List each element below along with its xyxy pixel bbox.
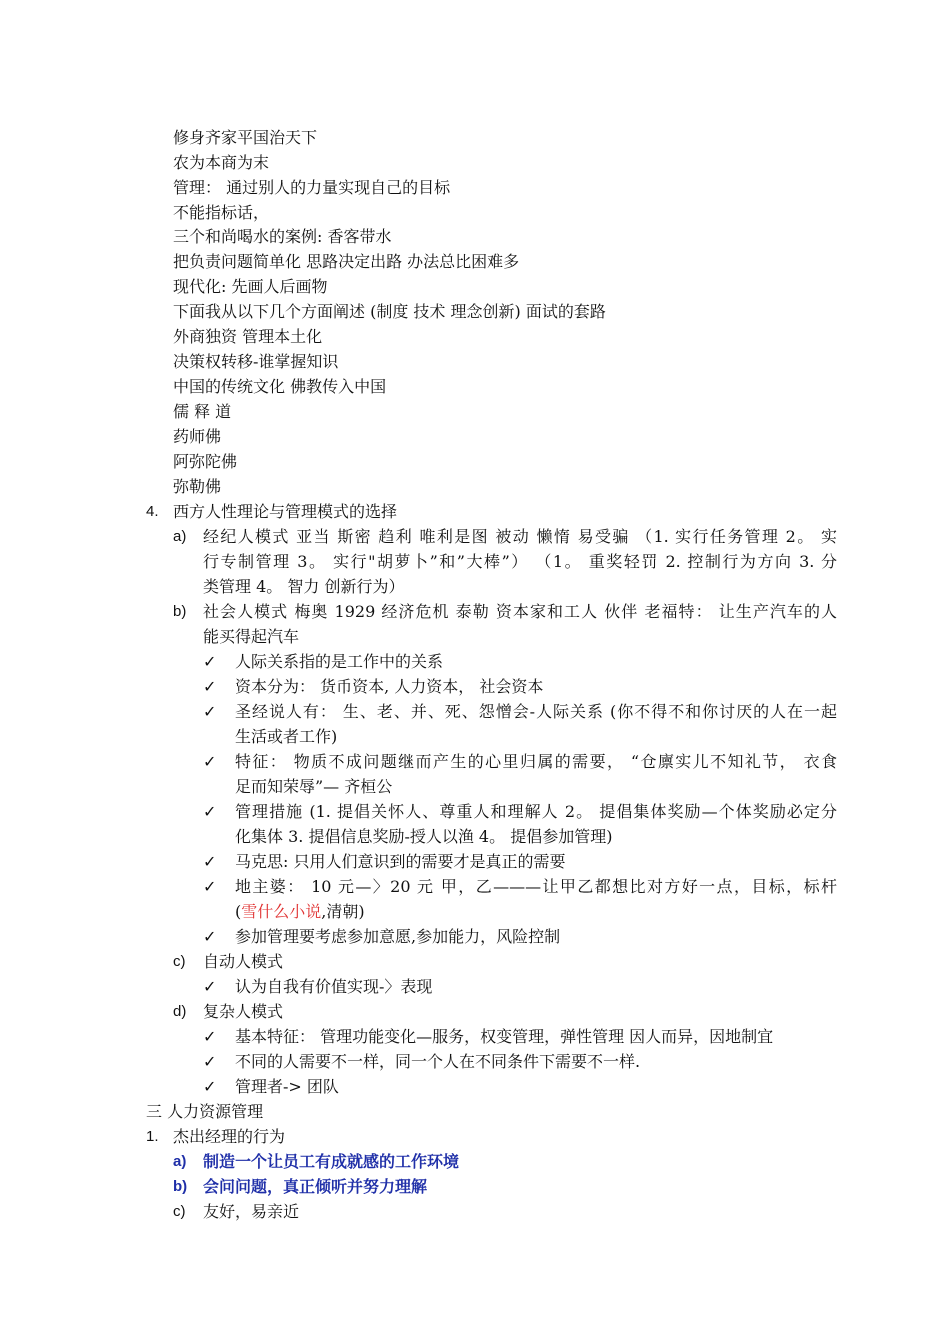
section-title: 西方人性理论与管理模式的选择 (173, 502, 398, 521)
list-marker: a) (173, 528, 187, 545)
intro-line: 决策权转移-谁掌握知识 (173, 352, 339, 371)
checklist-item: 圣经说人有： 生、老、并、死、怨憎会-人际关系 (你不得不和你讨厌的人在一起 (235, 702, 837, 721)
checkmark-icon: ✓ (203, 802, 217, 821)
checklist-item (235, 902, 365, 922)
checklist-item: 人际关系指的是工作中的关系 (235, 652, 444, 671)
checklist-item: 地主婆： 10 元—〉20 元 甲，乙———让甲乙都想比对方好一点，目标，标杆 (235, 877, 837, 896)
checklist-item: 生活或者工作) (235, 727, 338, 746)
intro-line: 修身齐家平国治天下 (173, 128, 318, 147)
paragraph-line: 行专制管理 3。 实行"胡萝卜”和”大棒”） （1。 重奖轻罚 2. 控制行为方向 3. 分 (203, 552, 837, 571)
highlighted-blue-text: 会问问题，真正倾听并努力理解 (203, 1177, 428, 1196)
intro-line: 把负责问题简单化 思路决定出路 办法总比困难多 (173, 252, 520, 271)
checkmark-icon: ✓ (203, 1052, 217, 1071)
intro-line: 外商独资 管理本土化 (173, 327, 323, 346)
checkmark-icon: ✓ (203, 877, 217, 896)
list-item: 友好，易亲近 (203, 1202, 300, 1221)
highlighted-red-text: 雪什么小说 (241, 902, 322, 921)
checkmark-icon: ✓ (203, 927, 217, 946)
checklist-item: 认为自我有价值实现-〉表现 (235, 977, 433, 996)
intro-line: 弥勒佛 (173, 477, 222, 496)
intro-line: 农为本商为末 (173, 153, 270, 172)
checklist-item: 足而知荣辱”— 齐桓公 (235, 777, 393, 796)
checkmark-icon: ✓ (203, 652, 217, 671)
checklist-item: 参加管理要考虑参加意愿,参加能力，风险控制 (235, 927, 561, 946)
intro-line: 药师佛 (173, 427, 222, 446)
checkmark-icon: ✓ (203, 752, 217, 771)
paragraph-line: 类管理 4。 智力 创新行为） (203, 577, 405, 596)
checkmark-icon: ✓ (203, 1077, 217, 1096)
checklist-item: 马克思: 只用人们意识到的需要才是真正的需要 (235, 852, 566, 871)
checkmark-icon: ✓ (203, 852, 217, 871)
list-marker: a) (173, 1153, 187, 1170)
intro-line: 下面我从以下几个方面阐述 (制度 技术 理念创新) 面试的套路 (173, 302, 606, 321)
checklist-item: 不同的人需要不一样，同一个人在不同条件下需要不一样. (235, 1052, 641, 1071)
checkmark-icon: ✓ (203, 677, 217, 696)
paren-open: ( (235, 902, 242, 921)
intro-line: 阿弥陀佛 (173, 452, 238, 471)
intro-line: 现代化: 先画人后画物 (173, 277, 328, 296)
list-item-title: 杰出经理的行为 (173, 1127, 286, 1146)
checkmark-icon: ✓ (203, 702, 217, 721)
list-marker: b) (173, 1178, 188, 1195)
checklist-item: 基本特征： 管理功能变化—服务，权变管理，弹性管理 因人而异，因地制宜 (235, 1027, 774, 1046)
sub-item-title: 复杂人模式 (203, 1002, 284, 1021)
list-marker: c) (173, 1203, 186, 1220)
intro-line: 不能指标话， (173, 203, 270, 222)
checklist-item: 资本分为： 货币资本, 人力资本， 社会资本 (235, 677, 544, 696)
highlighted-blue-text: 制造一个让员工有成就感的工作环境 (203, 1152, 460, 1171)
checklist-item: 管理者-> 团队 (235, 1077, 339, 1096)
list-marker: d) (173, 1003, 187, 1020)
checkmark-icon: ✓ (203, 1027, 217, 1046)
list-marker: c) (173, 953, 186, 970)
section-heading: 三 人力资源管理 (146, 1102, 264, 1121)
intro-line: 三个和尚喝水的案例: 香客带水 (173, 227, 392, 246)
intro-line: 管理： 通过别人的力量实现自己的目标 (173, 178, 451, 197)
checklist-item: 化集体 3. 提倡信息奖励-授人以渔 4。 提倡参加管理) (235, 827, 613, 846)
list-marker: b) (173, 603, 187, 620)
checkmark-icon: ✓ (203, 977, 217, 996)
list-number: 4. (146, 503, 159, 520)
intro-line: 儒 释 道 (173, 402, 232, 421)
list-number: 1. (146, 1128, 159, 1145)
sub-item-title: 自动人模式 (203, 952, 284, 971)
paragraph-line: 社会人模式 梅奥 1929 经济危机 泰勒 资本家和工人 伙伴 老福特： 让生产汽车的人 (203, 602, 837, 621)
intro-line: 中国的传统文化 佛教传入中国 (173, 377, 387, 396)
checklist-item: 特征： 物质不成问题继而产生的心里归属的需要， “仓廪实儿不知礼节， 衣食 (235, 752, 837, 771)
paragraph-line: 能买得起汽车 (203, 627, 300, 646)
paren-rest: ,清朝) (321, 902, 365, 921)
checklist-item: 管理措施 (1. 提倡关怀人、尊重人和理解人 2。 提倡集体奖励—个体奖励必定分 (235, 802, 837, 821)
paragraph-line: 经纪人模式 亚当 斯密 趋利 唯利是图 被动 懒惰 易受骗 （1. 实行任务管理 2。 实 (203, 527, 837, 546)
